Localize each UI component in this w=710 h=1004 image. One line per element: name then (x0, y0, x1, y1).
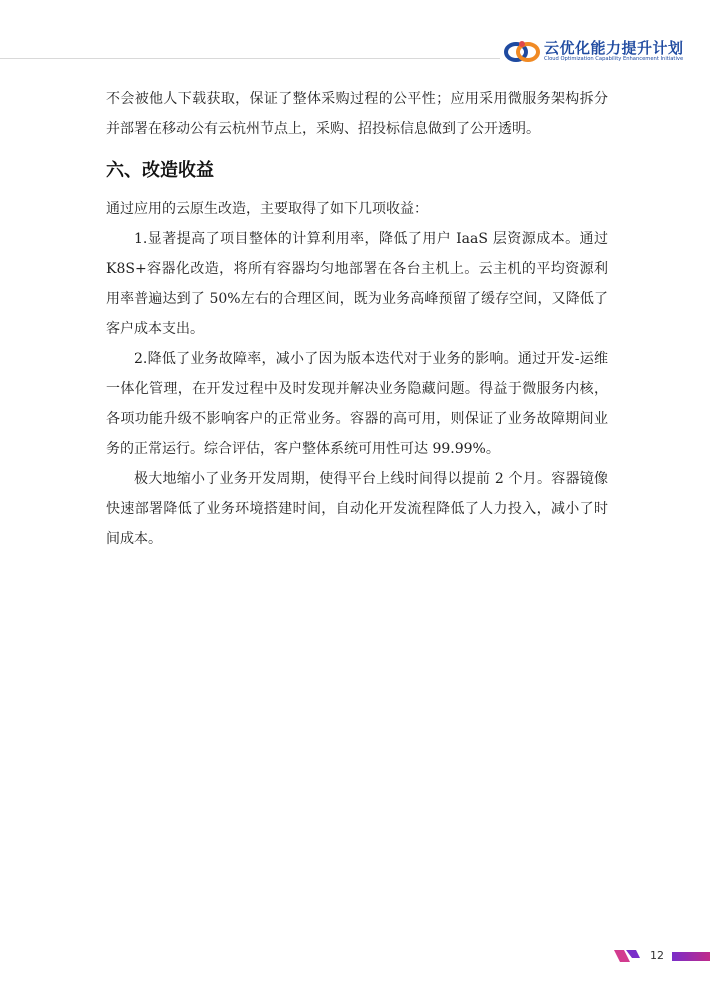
page-number: 12 (650, 949, 664, 962)
paragraph-intro: 通过应用的云原生改造，主要取得了如下几项收益： (106, 201, 428, 217)
benefit-item-1: 1.显著提高了项目整体的计算利用率，降低了用户 IaaS 层资源成本。通过 K8S+容器化改造，将所有容器均匀地部署在各台主机上。云主机的平均资源利用率普遍达到了 50%左右的合理区间，既为业务高峰预留了缓存空间，又降低了客户成本支出。 (106, 231, 608, 337)
benefit-item-2: 2.降低了业务故障率，减小了因为版本迭代对于业务的影响。通过开发-运维一体化管理，在开发过程中及时发现并解决业务隐藏问题。得益于微服务内核，各项功能升级不影响客户的正常业务。容器的高可用，则保证了业务故障期间业务的正常运行。综合评估，客户整体系统可用性可达 99.99%。 (106, 351, 608, 457)
page-header (0, 0, 710, 64)
footer-accent-bar (672, 952, 710, 961)
brand-title: 云优化能力提升计划 (544, 39, 684, 57)
section-title: 六、改造收益 (106, 160, 214, 181)
page-footer (0, 940, 710, 980)
brand-logo (500, 36, 700, 66)
cloud-logo-icon (502, 36, 542, 66)
header-divider (0, 58, 500, 59)
brand-subtitle: Cloud Optimization Capability Enhancement Initiative (544, 56, 684, 62)
paragraph-continued: 不会被他人下载获取，保证了整体采购过程的公平性；应用采用微服务架构拆分并部署在移动公有云杭州节点上，采购、招投标信息做到了公开透明。 (106, 91, 608, 137)
footer-chevron-icon (614, 950, 640, 962)
benefit-item-3: 极大地缩小了业务开发周期，使得平台上线时间得以提前 2 个月。容器镜像快速部署降低了业务环境搭建时间，自动化开发流程降低了人力投入，减小了时间成本。 (106, 471, 608, 547)
document-body (106, 84, 608, 554)
